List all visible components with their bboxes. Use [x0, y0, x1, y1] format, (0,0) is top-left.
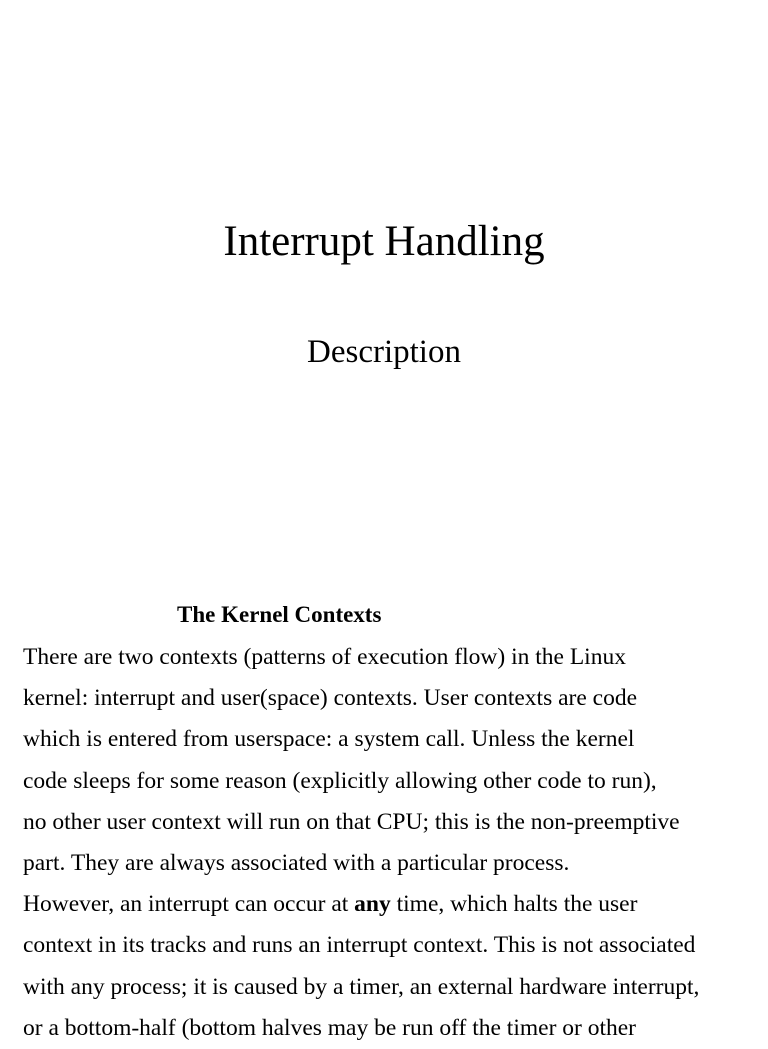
- body-line-with-emphasis: [23, 884, 768, 925]
- body-line: There are two contexts (patterns of execution flow) in the Linux: [23, 644, 626, 670]
- document-title: Interrupt Handling: [223, 218, 545, 265]
- body-text-segment: However, an interrupt can occur at: [23, 891, 355, 918]
- body-line: part. They are always associated with a particular process.: [23, 849, 570, 876]
- body-line: kernel: interrupt and user(space) contexts. User contexts are code: [23, 685, 638, 712]
- body-paragraph: [23, 637, 768, 1049]
- body-line: with any process; it is caused by a timer, an external hardware interrupt,: [23, 973, 700, 1000]
- body-line: context in its tracks and runs an interrupt context. This is not associated: [23, 932, 696, 959]
- emphasis-text: any: [354, 891, 391, 918]
- body-text-segment: time, which halts the user: [390, 891, 638, 918]
- section-heading: The Kernel Contexts: [177, 602, 382, 627]
- body-line: which is entered from userspace: a system call. Unless the kernel: [23, 726, 635, 753]
- body-line: code sleeps for some reason (explicitly allowing other code to run),: [23, 767, 657, 794]
- body-line: or a bottom-half (bottom halves may be run off the timer or other: [23, 1014, 637, 1041]
- body-line: no other user context will run on that CPU; this is the non-preemptive: [23, 808, 680, 835]
- document-subtitle: Description: [307, 334, 461, 370]
